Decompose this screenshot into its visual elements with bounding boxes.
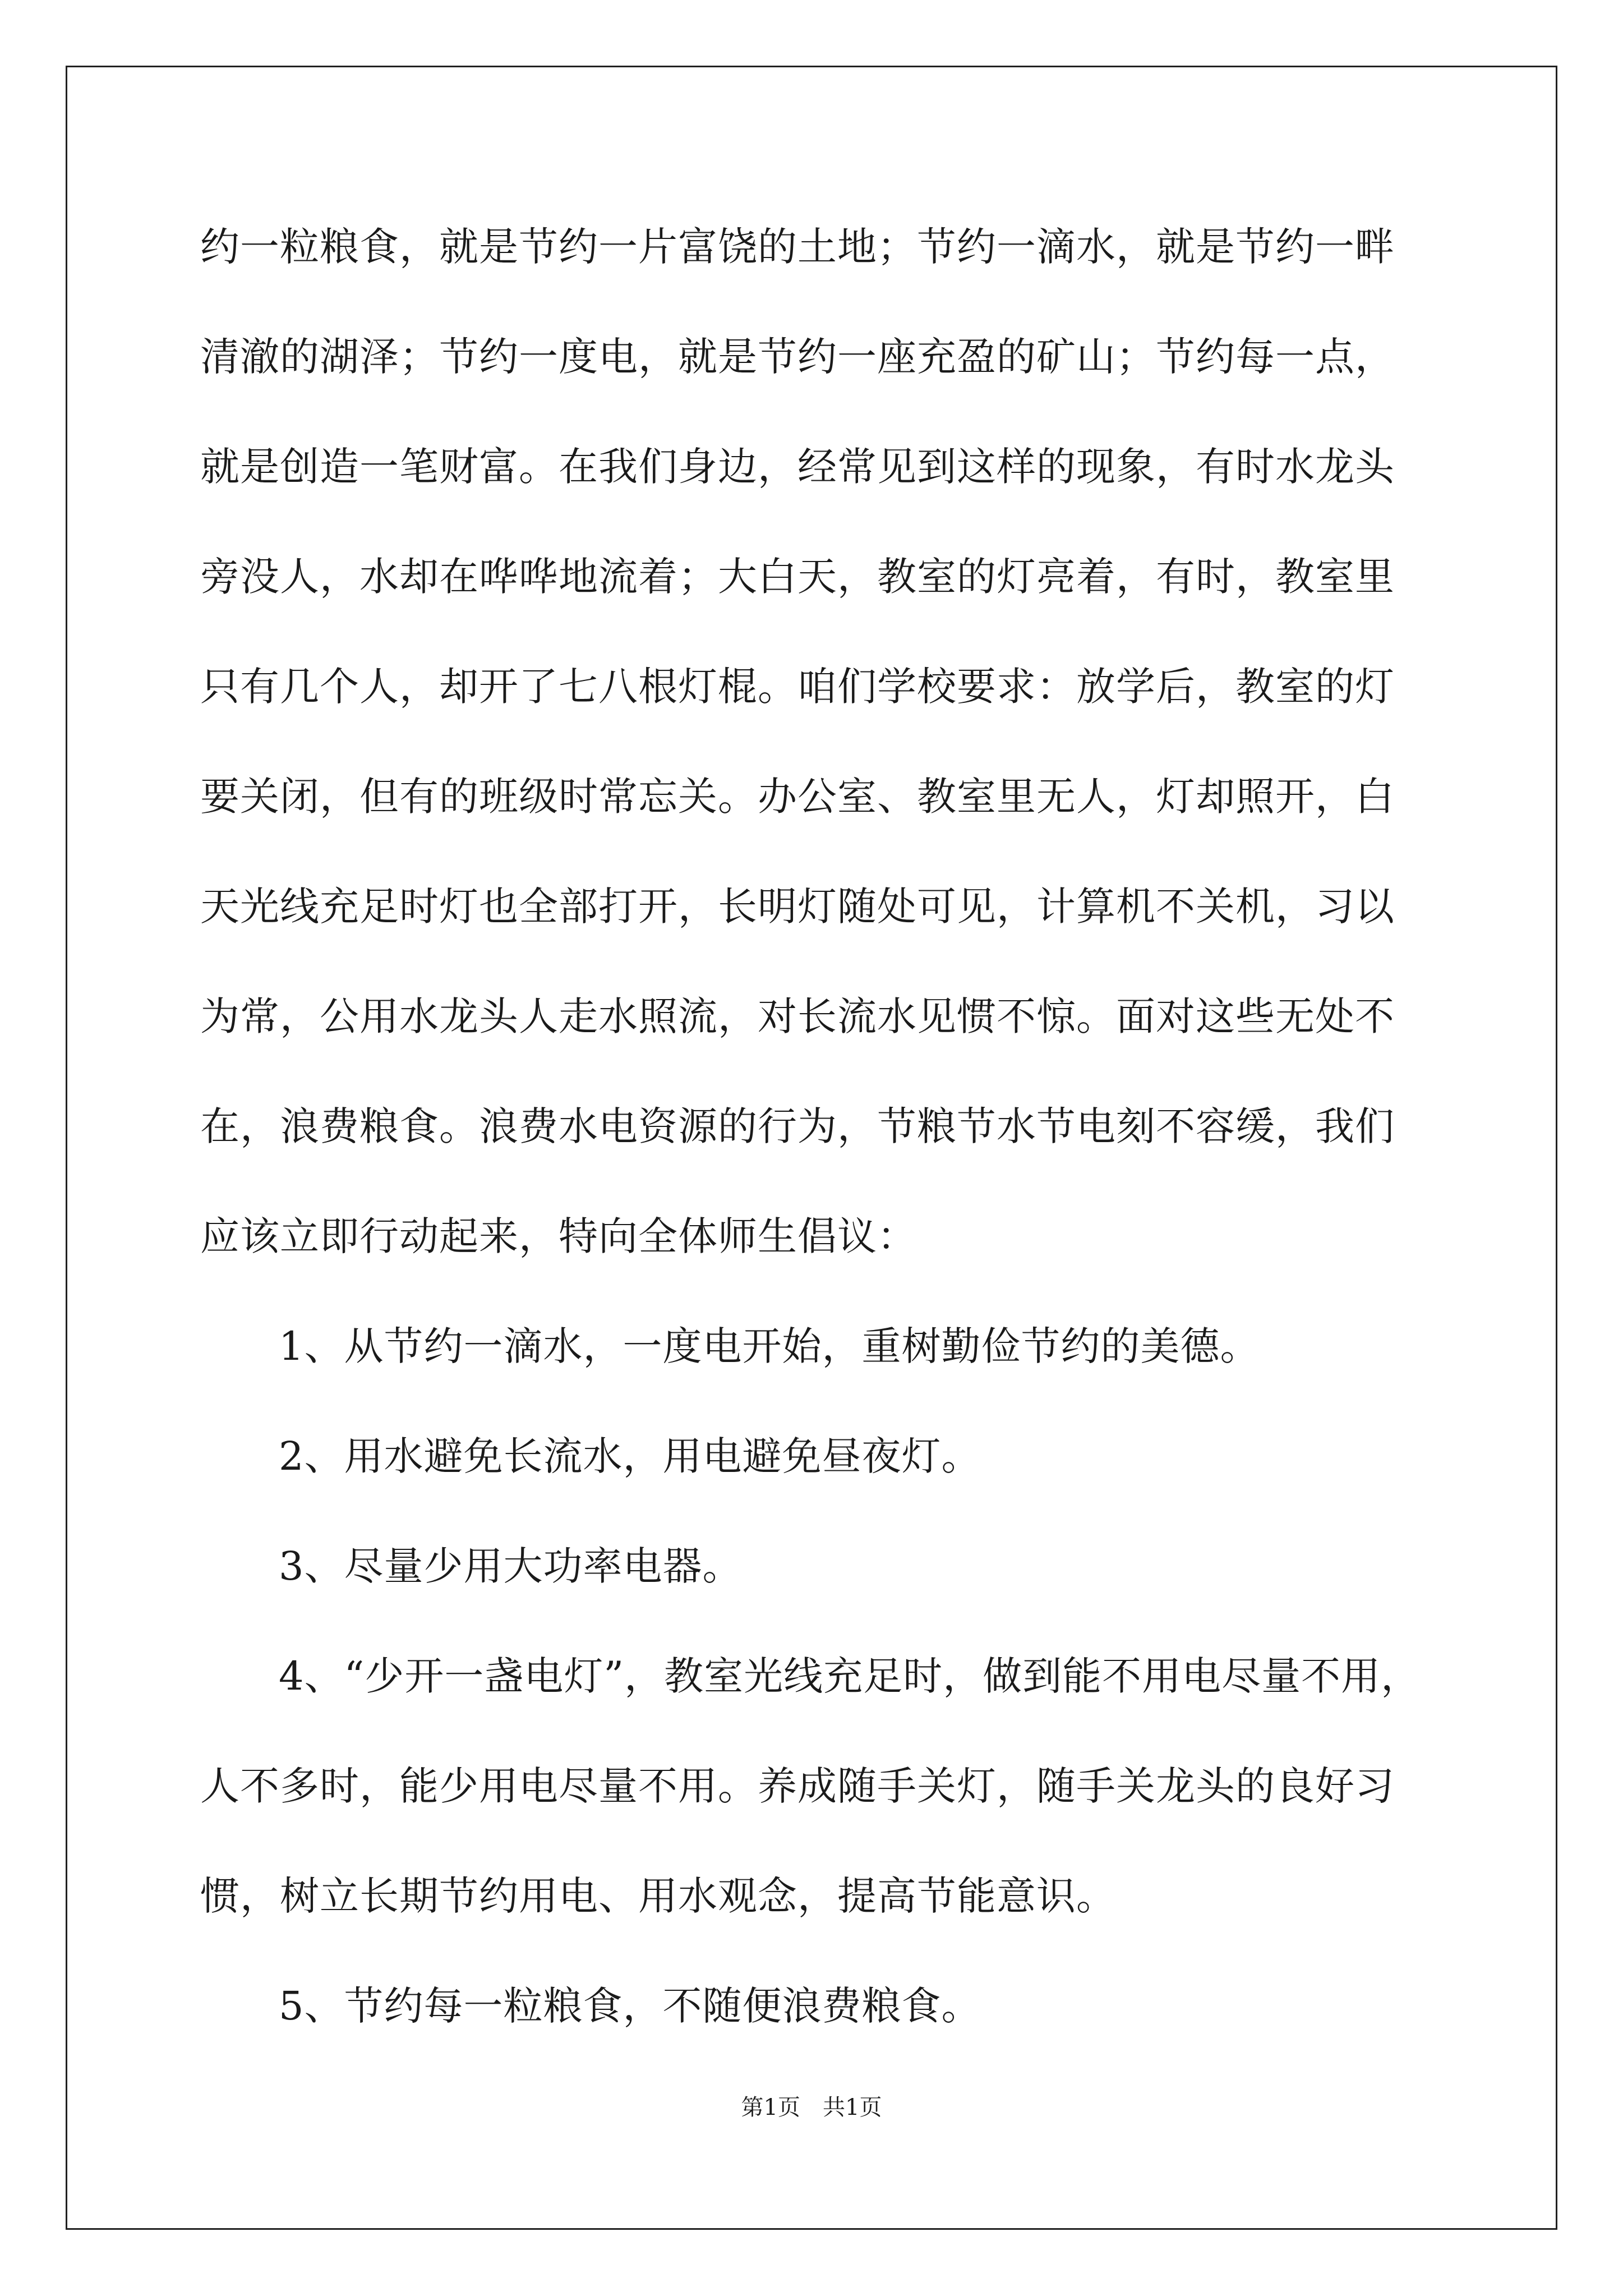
document-body [200,208,1462,2077]
list-item: 5、节约每一粒粮食，不随便浪费粮食。 [279,1983,981,2029]
text-line: 惯，树立长期节约用电、用水观念，提高节能意识。 [200,1873,1116,1919]
text-line: 旁没人，水却在哗哗地流着；大白天，教室的灯亮着，有时，教室里 [200,554,1395,600]
text-line: 约一粒粮食，就是节约一片富饶的土地；节约一滴水，就是节约一畔 [200,224,1395,270]
list-item: 2、用水避免长流水，用电避免昼夜灯。 [279,1433,981,1479]
text-line: 清澈的湖泽；节约一度电，就是节约一座充盈的矿山；节约每一点， [200,334,1395,380]
text-line: 应该立即行动起来，特向全体师生倡议： [200,1213,917,1259]
text-line: 只有几个人，却开了七八根灯棍。咱们学校要求：放学后，教室的灯 [200,664,1395,710]
list-item: 3、尽量少用大功率电器。 [279,1543,743,1589]
text-line: 要关闭，但有的班级时常忘关。办公室、教室里无人，灯却照开，白 [200,774,1395,820]
text-line: 人不多时，能少用电尽量不用。养成随手关灯，随手关龙头的良好习 [200,1763,1395,1809]
list-item: 1、从节约一滴水，一度电开始，重树勤俭节约的美德。 [279,1323,1260,1369]
text-line: 为常，公用水龙头人走水照流，对长流水见惯不惊。面对这些无处不 [200,993,1395,1039]
list-item: 4、“少开一盏电灯”，教室光线充足时，做到能不用电尽量不用， [279,1653,1421,1699]
page-number-total: 共1页 [823,2095,882,2120]
page-number-current: 第1页 [741,2095,800,2120]
text-line: 在，浪费粮食。浪费水电资源的行为，节粮节水节电刻不容缓，我们 [200,1103,1395,1149]
text-line: 就是创造一笔财富。在我们身边，经常见到这样的现象，有时水龙头 [200,444,1395,490]
page-footer [0,2090,1623,2122]
text-line: 天光线充足时灯也全部打开，长明灯随处可见，计算机不关机，习以 [200,884,1395,930]
